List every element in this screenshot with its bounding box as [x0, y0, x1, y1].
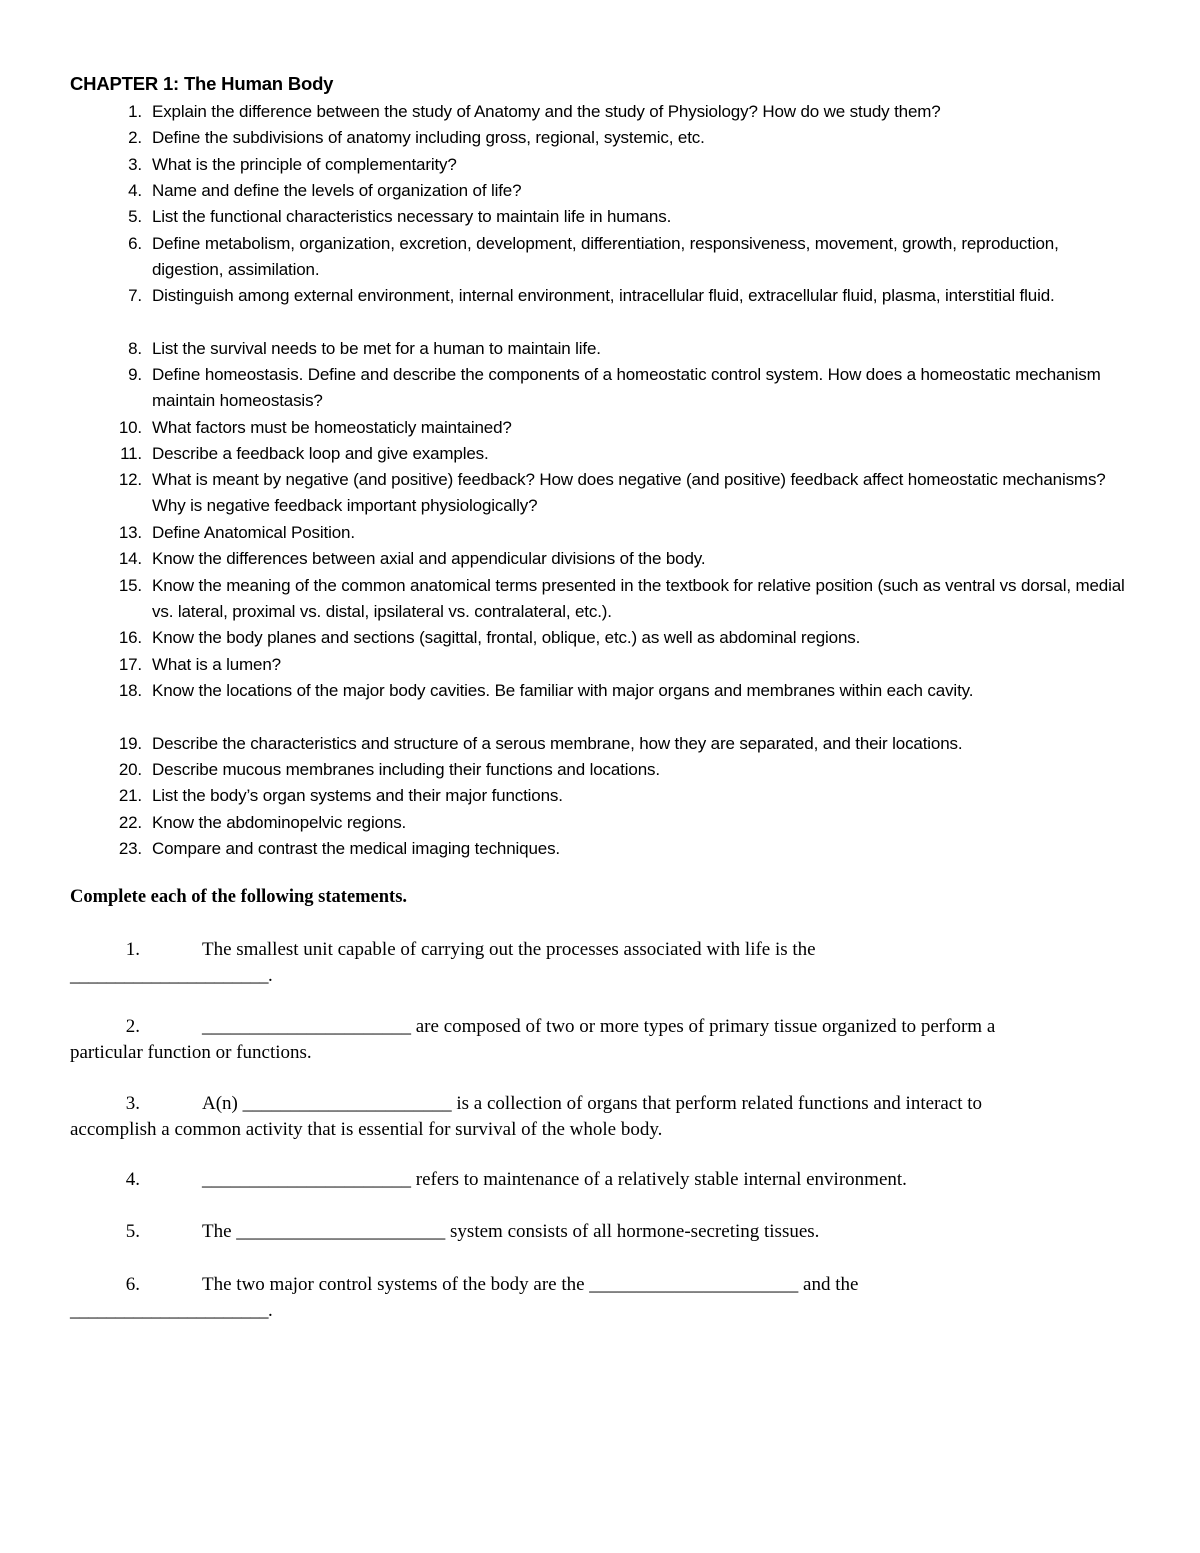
question-item [112, 178, 1132, 204]
statement-line: ______________________. [70, 1299, 273, 1321]
question-number: 8. [128, 339, 142, 358]
statement-line [70, 937, 1100, 963]
statement-text: The two major control systems of the body are the ______________________ and the [202, 1274, 859, 1295]
question-item [112, 467, 1132, 520]
question-text: List the body’s organ systems and their major functions. [152, 786, 563, 805]
question-item [112, 573, 1132, 626]
question-number: 20. [118, 760, 142, 779]
question-item [112, 757, 1132, 783]
question-number: 1. [128, 102, 142, 121]
question-item [112, 152, 1132, 178]
statement-text: A(n) ______________________ is a collection of organs that perform related functions and interact to [202, 1093, 983, 1114]
statement-text: ______________________ are composed of two or more types of primary tissue organized to perform a [202, 1016, 996, 1037]
statement-line [70, 1167, 1100, 1193]
question-item [112, 520, 1132, 546]
question-item [112, 836, 1132, 862]
completion-section-heading: Complete each of the following statements. [70, 887, 408, 907]
question-text: What is a lumen? [152, 655, 281, 674]
question-text: Know the locations of the major body cavities. Be familiar with major organs and membranes within each cavity. [152, 681, 974, 700]
question-text: Compare and contrast the medical imaging techniques. [152, 839, 560, 858]
question-text: Distinguish among external environment, internal environment, intracellular fluid, extracellular fluid, plasma, interstitial fluid. [152, 286, 1055, 305]
statement-text: The smallest unit capable of carrying out the processes associated with life is the [202, 939, 816, 960]
completion-statement [70, 1219, 1100, 1245]
statement-number: 6. [125, 1274, 140, 1295]
question-number: 15. [118, 576, 142, 595]
question-number: 5. [128, 207, 142, 226]
question-item [112, 625, 1132, 651]
statement-number: 1. [125, 939, 140, 960]
question-item [112, 99, 1132, 125]
question-text: Name and define the levels of organization of life? [152, 181, 522, 200]
question-text: Know the body planes and sections (sagittal, frontal, oblique, etc.) as well as abdominal regions. [152, 628, 861, 647]
question-text: Describe the characteristics and structure of a serous membrane, how they are separated, and their locations. [152, 734, 963, 753]
question-item [112, 231, 1132, 284]
question-number: 9. [128, 365, 142, 384]
statement-line: accomplish a common activity that is essential for survival of the whole body. [70, 1118, 663, 1140]
statement-line: ______________________. [70, 964, 273, 986]
question-number: 6. [128, 234, 142, 253]
question-item [112, 783, 1132, 809]
question-text: List the survival needs to be met for a human to maintain life. [152, 339, 601, 358]
question-number: 19. [118, 734, 142, 753]
question-text: Know the differences between axial and appendicular divisions of the body. [152, 549, 706, 568]
question-number: 11. [120, 444, 142, 463]
question-item [112, 125, 1132, 151]
completion-statement [70, 937, 1100, 988]
question-number: 12. [118, 470, 142, 489]
question-text: List the functional characteristics necessary to maintain life in humans. [152, 207, 672, 226]
question-number: 10. [118, 418, 142, 437]
question-item [112, 415, 1132, 441]
statement-number: 2. [125, 1016, 140, 1037]
chapter-title: CHAPTER 1: The Human Body [70, 73, 334, 94]
question-number: 18. [118, 681, 142, 700]
statement-line [70, 1014, 1100, 1040]
completion-statement [70, 1014, 1100, 1065]
question-number: 23. [118, 839, 142, 858]
question-number: 22. [118, 813, 142, 832]
question-number: 7. [128, 286, 142, 305]
question-number: 21. [118, 786, 142, 805]
question-text: Describe mucous membranes including their functions and locations. [152, 760, 660, 779]
statement-number: 3. [125, 1093, 140, 1114]
question-number: 13. [118, 523, 142, 542]
question-number: 17. [118, 655, 142, 674]
question-item [112, 678, 1132, 704]
question-number: 4. [128, 181, 142, 200]
completion-statement [70, 1167, 1100, 1193]
question-item [112, 336, 1132, 362]
question-text: What factors must be homeostaticly maintained? [152, 418, 512, 437]
question-number: 14. [118, 549, 142, 568]
question-item [112, 652, 1132, 678]
question-number: 2. [128, 128, 142, 147]
question-number: 3. [128, 155, 142, 174]
statement-text: ______________________ refers to maintenance of a relatively stable internal environment. [202, 1169, 907, 1190]
question-text: What is meant by negative (and positive) feedback? How does negative (and positive) feedback affect homeostatic mechanisms? Why is negative feedback important physiologically? [152, 470, 1106, 516]
completion-statement [70, 1272, 1100, 1323]
question-text: Describe a feedback loop and give examples. [152, 444, 489, 463]
statement-line [70, 1219, 1100, 1245]
statement-line: particular function or functions. [70, 1041, 312, 1063]
question-item [112, 283, 1132, 309]
completion-statement [70, 1091, 1100, 1142]
statement-line [70, 1091, 1100, 1117]
question-text: Define Anatomical Position. [152, 523, 355, 542]
question-text: What is the principle of complementarity? [152, 155, 457, 174]
question-text: Know the abdominopelvic regions. [152, 813, 407, 832]
statement-text: The ______________________ system consists of all hormone-secreting tissues. [202, 1221, 820, 1242]
question-item [112, 362, 1132, 415]
statement-number: 4. [125, 1169, 140, 1190]
question-number: 16. [118, 628, 142, 647]
question-text: Define metabolism, organization, excretion, development, differentiation, responsiveness, movement, growth, reproduction, digestion, assimilation. [152, 234, 1059, 280]
question-item [112, 731, 1132, 757]
question-item [112, 810, 1132, 836]
statement-number: 5. [125, 1221, 140, 1242]
question-text: Know the meaning of the common anatomical terms presented in the textbook for relative position (such as ventral vs dorsal, medial vs. lateral, proximal vs. distal, ipsilateral vs. contralateral, etc.). [152, 576, 1125, 622]
question-item [112, 546, 1132, 572]
question-item [112, 204, 1132, 230]
question-item [112, 441, 1132, 467]
question-text: Explain the difference between the study of Anatomy and the study of Physiology? How do we study them? [152, 102, 941, 121]
question-text: Define homeostasis. Define and describe the components of a homeostatic control system. How does a homeostatic mechanism maintain homeostasis? [152, 365, 1101, 411]
statement-line [70, 1272, 1100, 1298]
question-text: Define the subdivisions of anatomy including gross, regional, systemic, etc. [152, 128, 705, 147]
